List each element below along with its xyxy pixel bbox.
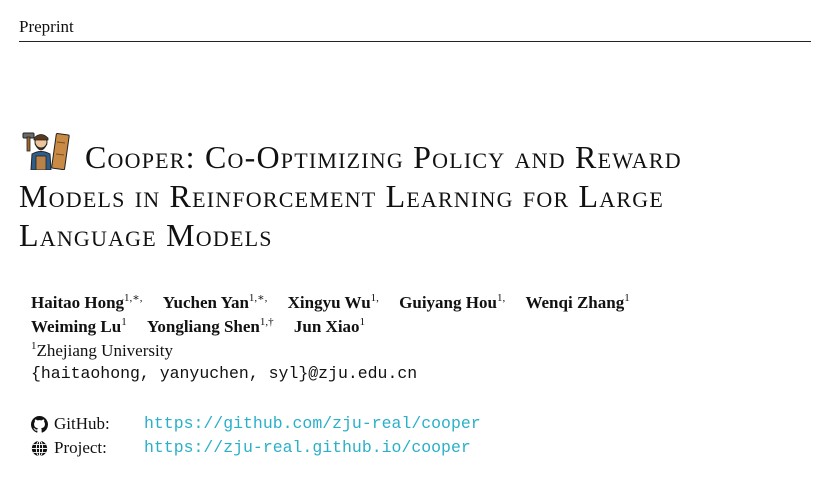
author: Yuchen Yan$^{1,∗,}$ xyxy=(162,292,268,312)
title-line-3: Language Models xyxy=(19,217,273,253)
github-url-link[interactable]: https://github.com/zju-real/cooper xyxy=(144,414,481,433)
globe-icon xyxy=(31,440,48,457)
author-row-1 xyxy=(31,291,811,315)
project-link-row xyxy=(31,436,481,460)
affiliation: $^1$Zhejiang University xyxy=(31,340,173,360)
github-link-row xyxy=(31,412,481,436)
project-url-link[interactable]: https://zju-real.github.io/cooper xyxy=(144,438,471,457)
github-icon xyxy=(31,416,48,433)
project-label: Project: xyxy=(54,438,107,457)
resource-links xyxy=(31,412,481,460)
author-emails: {haitaohong, yanyuchen, syl}@zju.edu.cn xyxy=(31,364,418,383)
author: Guiyang Hou$^{1,}$ xyxy=(399,292,506,312)
paper-title xyxy=(19,138,819,255)
preprint-header: Preprint xyxy=(19,17,74,36)
github-label: GitHub: xyxy=(54,414,110,433)
author: Weiming Lu$^1$ xyxy=(31,316,127,336)
title-line-2: Models in Reinforcement Learning for Large xyxy=(19,178,664,214)
author: Xingyu $Wu^{1,}$ xyxy=(287,292,379,312)
cooper-logo-icon xyxy=(19,130,77,170)
title-line-1: Cooper: Co-Optimizing Policy and Reward xyxy=(85,139,682,175)
author: Wenqi Zhang$^1$ xyxy=(525,292,630,312)
author: Yongliang Shen$^{1,\dagger}$ xyxy=(146,316,274,336)
author-block xyxy=(31,291,811,385)
header-rule xyxy=(19,41,811,42)
author: Jun Xiao$^1$ xyxy=(293,316,366,336)
author-row-2 xyxy=(31,315,811,339)
author: Haitao Hong$^{1,∗,}$ xyxy=(31,292,143,312)
